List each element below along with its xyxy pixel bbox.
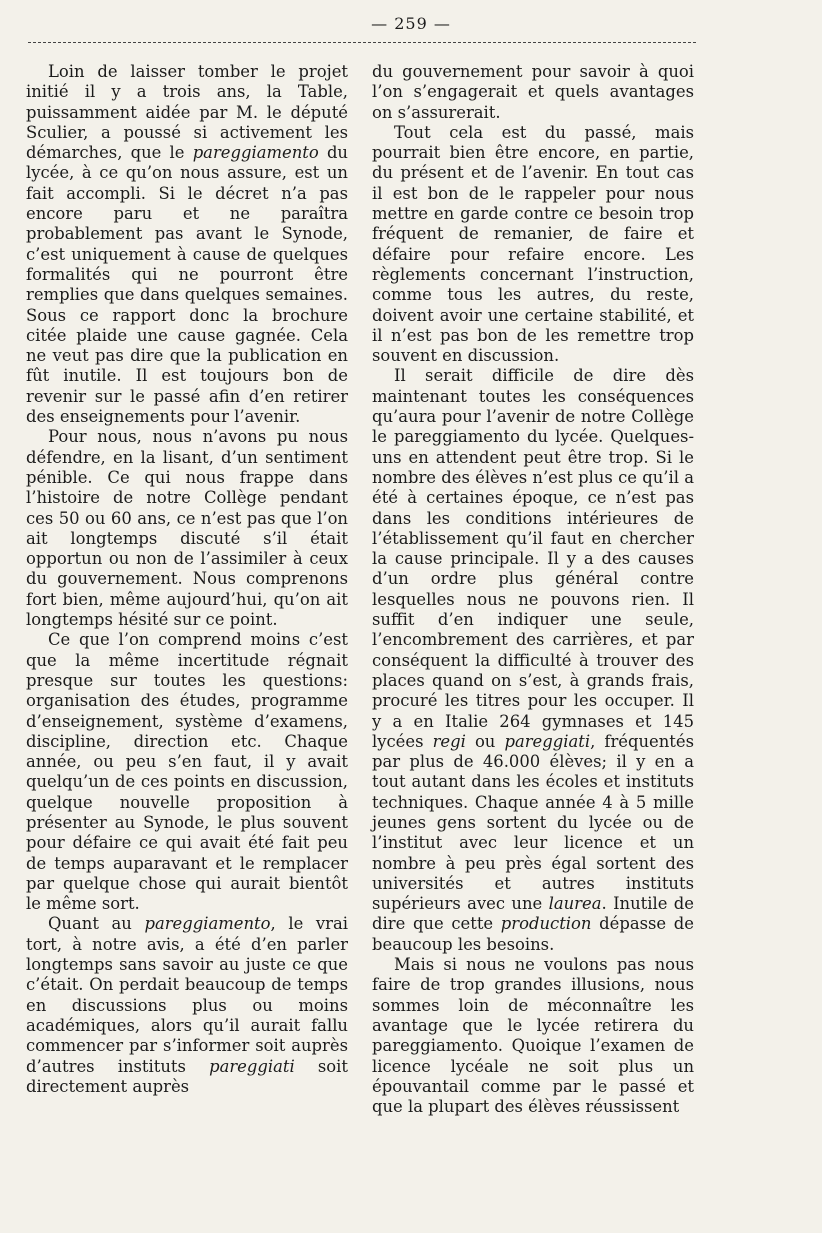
paragraph: Quant au pareggiamento, le vrai tort, à notre avis, a été d’en parler longtemps sans savoir au juste ce que c’était. On perdait beaucoup de temps en discussions plus ou moins académiques, alors qu’il aurait fallu commencer par s’informer soit auprès d’autres instituts pareggiati soit directement auprès [26,914,348,1096]
right-column [372,62,694,1117]
paragraph: Pour nous, nous n’avons pu nous défendre, en la lisant, d’un sentiment pénible. Ce qui nous frappe dans l’histoire de notre Collège pendant ces 50 ou 60 ans, ce n’est pas que l’on ait longtemps discuté s’il était opportun ou non de l’assimiler à ceux du gouvernement. Nous comprenons fort bien, même aujourd’hui, qu’on ait longtemps hésité sur ce point. [26,427,348,630]
left-column [26,62,348,1097]
paragraph: Ce que l’on comprend moins c’est que la même incertitude régnait presque sur toutes les questions: organisation des études, programme d’enseignement, système d’examens, discipline, direction etc. Chaque année, ou peu s’en faut, il y avait quelqu’un de ces points en discussion, quelque nouvelle proposition à présenter au Synode, le plus souvent pour défaire ce qui avait été fait peu de temps auparavant et le remplacer par quelque chose qui aurait bientôt le même sort. [26,630,348,914]
paragraph: Tout cela est du passé, mais pourrait bien être encore, en partie, du présent et de l’avenir. En tout cas il est bon de le rappeler pour nous mettre en garde contre ce besoin trop fréquent de remanier, de faire et défaire pour refaire encore. Les règlements concernant l’instruction, comme tous les autres, du reste, doivent avoir une certaine stabilité, et il n’est pas bon de les remettre trop souvent en discussion. [372,122,694,366]
paragraph: Mais si nous ne voulons pas nous faire de trop grandes illusions, nous sommes loin de méconnaître les avantage que le lycée retirera du pareggiamento. Quoique l’examen de licence lycéale ne soit plus un épouvantail comme par le passé et que la plupart des élèves réussissent [372,955,694,1117]
header-rule [28,42,696,43]
paragraph: du gouvernement pour savoir à quoi l’on s’engagerait et quels avantages on s’assurerait. [372,62,694,122]
paragraph: Loin de laisser tomber le projet initié il y a trois ans, la Table, puissamment aidée par M. le député Sculier, a poussé si activement les démarches, que le pareggiamento du lycée, à ce qu’on nous assure, est un fait accompli. Si le décret n’a pas encore paru et ne paraîtra probablement pas avant le Synode, c’est uniquement à cause de quelques formalités qui ne pourront être remplies que dans quelques semaines. Sous ce rapport donc la brochure citée plaide une cause gagnée. Cela ne veut pas dire que la publication en fût inutile. Il est toujours bon de revenir sur le passé afin d’en retirer des enseignements pour l’avenir. [26,62,348,427]
page-number: — 259 — [371,14,451,33]
paragraph: Il serait difficile de dire dès maintenant toutes les conséquences qu’aura pour l’avenir de notre Collège le pareggiamento du lycée. Quelques-uns en attendent peut être trop. Si le nombre des élèves n’est plus ce qu’il a été à certaines époque, ce n’est pas dans les conditions intérieures de l’établissement qu’il faut en chercher la cause principale. Il y a des causes d’un ordre plus général contre lesquelles nous ne pouvons rien. Il suffit d’en indiquer une seule, l’encombrement des carrières, et par conséquent la difficulté à trouver des places quand on s’est, à grands frais, procuré les titres pour les occuper. Il y a en Italie 264 gymnases et 145 lycées regi ou pareggiati, fréquentés par plus de 46.000 élèves; il y en a tout autant dans les écoles et instituts techniques. Chaque année 4 à 5 mille jeunes gens sortent du lycée ou de l’institut avec leur licence et un nombre à peu près égal sortent des universités et autres instituts supérieurs avec une laurea. Inutile de dire que cette production dépasse de beaucoup les besoins. [372,366,695,954]
